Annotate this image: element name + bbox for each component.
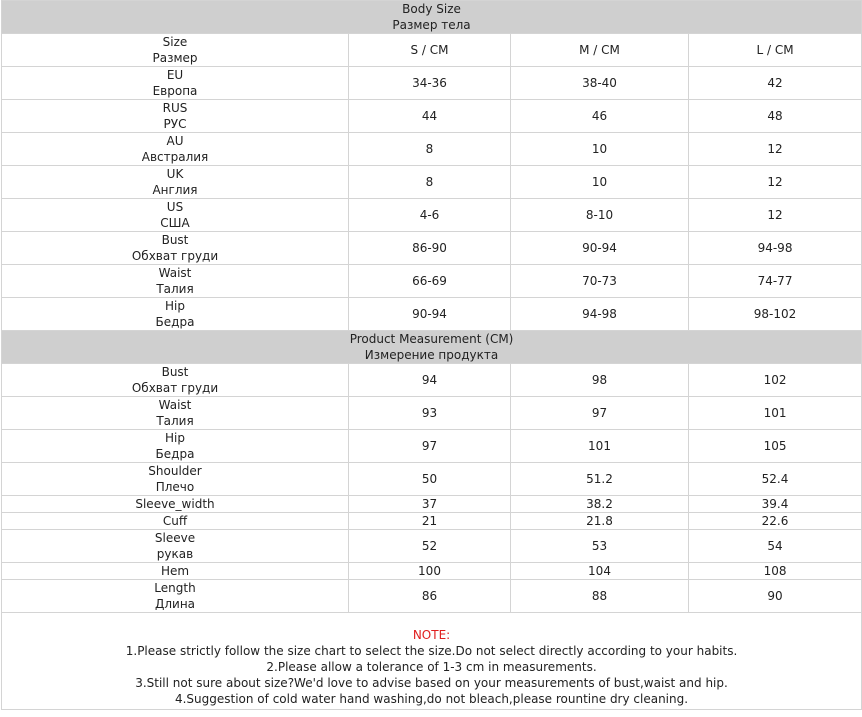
product-measurement-row: [2, 580, 862, 613]
cell-text: Bust: [161, 365, 189, 379]
value-cell: 90-94: [511, 232, 689, 265]
cell-text: EU: [166, 68, 184, 82]
value-cell: 105: [689, 430, 862, 463]
product-measurement-row: [2, 513, 862, 530]
cell-text: Hip: [165, 431, 185, 445]
body-size-row: [2, 133, 862, 166]
cell-text: Обхват груди: [131, 381, 219, 395]
size-column-header: S / CM: [349, 34, 511, 67]
value-cell: 52: [349, 530, 511, 563]
cell-text: Австралия: [141, 150, 209, 164]
cell-text: Англия: [152, 183, 198, 197]
value-cell: 70-73: [511, 265, 689, 298]
body-size-header: [2, 1, 862, 34]
row-label: [2, 364, 349, 397]
value-cell: 22.6: [689, 513, 862, 530]
cell-text: Bust: [161, 233, 189, 247]
body-size-row: [2, 298, 862, 331]
row-label: [2, 430, 349, 463]
value-cell: 97: [511, 397, 689, 430]
value-cell: 38-40: [511, 67, 689, 100]
cell-text: UK: [166, 167, 184, 181]
product-measurement-row: [2, 496, 862, 513]
value-cell: 50: [349, 463, 511, 496]
body-size-row: [2, 265, 862, 298]
size-column-header: L / CM: [689, 34, 862, 67]
cell-text: Длина: [154, 597, 196, 611]
row-label: [2, 232, 349, 265]
cell-text: US: [166, 200, 184, 214]
value-cell: 10: [511, 133, 689, 166]
value-cell: 88: [511, 580, 689, 613]
note-line: 1.Please strictly follow the size chart to select the size.Do not select directly according to your habits.: [125, 644, 738, 658]
cell-text: рукав: [156, 547, 194, 561]
value-cell: 108: [689, 563, 862, 580]
value-cell: 44: [349, 100, 511, 133]
row-label: [2, 463, 349, 496]
cell-text: РУС: [163, 117, 187, 131]
value-cell: 37: [349, 496, 511, 513]
product-measurement-row: [2, 397, 862, 430]
cell-text: Waist: [158, 398, 192, 412]
cell-text: Размер: [152, 51, 198, 65]
body-size-row: [2, 232, 862, 265]
value-cell: 54: [689, 530, 862, 563]
value-cell: 101: [511, 430, 689, 463]
cell-text: Бедра: [155, 447, 195, 461]
value-cell: 8: [349, 133, 511, 166]
body-size-row: [2, 67, 862, 100]
body-size-header-cell: [2, 1, 862, 34]
cell-text: США: [160, 216, 190, 230]
product-measurement-header: [2, 331, 862, 364]
cell-text: Length: [154, 581, 196, 595]
row-label: [2, 563, 349, 580]
product-measurement-row: [2, 563, 862, 580]
value-cell: 104: [511, 563, 689, 580]
value-cell: 42: [689, 67, 862, 100]
value-cell: 39.4: [689, 496, 862, 513]
row-label: [2, 580, 349, 613]
body-size-row: [2, 100, 862, 133]
value-cell: 66-69: [349, 265, 511, 298]
value-cell: 12: [689, 133, 862, 166]
row-label: [2, 513, 349, 530]
note-line: 4.Suggestion of cold water hand washing,do not bleach,please rountine dry cleaning.: [174, 692, 689, 706]
value-cell: 94-98: [511, 298, 689, 331]
product-measurement-row: [2, 364, 862, 397]
value-cell: 46: [511, 100, 689, 133]
row-label: [2, 166, 349, 199]
value-cell: 98-102: [689, 298, 862, 331]
row-label: [2, 530, 349, 563]
note-title: NOTE:: [412, 628, 451, 642]
cell-text: Product Measurement (CM): [349, 332, 514, 346]
value-cell: 86: [349, 580, 511, 613]
cell-text: Sleeve: [154, 531, 196, 545]
product-measurement-header-cell: [2, 331, 862, 364]
value-cell: 48: [689, 100, 862, 133]
notes-row: [2, 613, 862, 710]
cell-text: Европа: [152, 84, 198, 98]
row-label: [2, 265, 349, 298]
value-cell: 94: [349, 364, 511, 397]
cell-text: RUS: [162, 101, 188, 115]
cell-text: Бедра: [155, 315, 195, 329]
cell-text: Hem: [160, 564, 190, 578]
body-size-row: [2, 166, 862, 199]
size-header-row: [2, 34, 862, 67]
row-label: [2, 133, 349, 166]
row-label: [2, 100, 349, 133]
note-line: 3.Still not sure about size?We'd love to advise based on your measurements of bust,waist and hip.: [135, 676, 728, 690]
value-cell: 94-98: [689, 232, 862, 265]
product-measurement-row: [2, 430, 862, 463]
value-cell: 12: [689, 166, 862, 199]
value-cell: 10: [511, 166, 689, 199]
size-chart-table: [1, 0, 862, 710]
cell-text: Cuff: [162, 514, 188, 528]
cell-text: Shoulder: [148, 464, 202, 478]
value-cell: 8: [349, 166, 511, 199]
note-line: 2.Please allow a tolerance of 1-3 cm in measurements.: [266, 660, 597, 674]
row-label: [2, 298, 349, 331]
cell-text: Талия: [156, 282, 194, 296]
size-label: [2, 34, 349, 67]
value-cell: 21.8: [511, 513, 689, 530]
value-cell: 86-90: [349, 232, 511, 265]
value-cell: 38.2: [511, 496, 689, 513]
cell-text: Sleeve_width: [135, 497, 215, 511]
cell-text: Size: [162, 35, 188, 49]
row-label: [2, 397, 349, 430]
value-cell: 74-77: [689, 265, 862, 298]
value-cell: 51.2: [511, 463, 689, 496]
product-measurement-row: [2, 463, 862, 496]
row-label: [2, 496, 349, 513]
value-cell: 102: [689, 364, 862, 397]
value-cell: 90: [689, 580, 862, 613]
cell-text: Талия: [156, 414, 194, 428]
body-size-row: [2, 199, 862, 232]
value-cell: 90-94: [349, 298, 511, 331]
value-cell: 100: [349, 563, 511, 580]
cell-text: AU: [166, 134, 184, 148]
value-cell: 52.4: [689, 463, 862, 496]
value-cell: 93: [349, 397, 511, 430]
value-cell: 97: [349, 430, 511, 463]
cell-text: Hip: [165, 299, 185, 313]
cell-text: Обхват груди: [131, 249, 219, 263]
row-label: [2, 199, 349, 232]
value-cell: 98: [511, 364, 689, 397]
product-measurement-row: [2, 530, 862, 563]
cell-text: Body Size: [402, 2, 461, 16]
row-label: [2, 67, 349, 100]
value-cell: 8-10: [511, 199, 689, 232]
value-cell: 53: [511, 530, 689, 563]
value-cell: 4-6: [349, 199, 511, 232]
cell-text: Waist: [158, 266, 192, 280]
notes-cell: [2, 613, 862, 710]
cell-text: Размер тела: [392, 18, 471, 32]
value-cell: 12: [689, 199, 862, 232]
value-cell: 21: [349, 513, 511, 530]
cell-text: Измерение продукта: [364, 348, 499, 362]
size-column-header: M / CM: [511, 34, 689, 67]
value-cell: 34-36: [349, 67, 511, 100]
value-cell: 101: [689, 397, 862, 430]
cell-text: Плечо: [155, 480, 195, 494]
